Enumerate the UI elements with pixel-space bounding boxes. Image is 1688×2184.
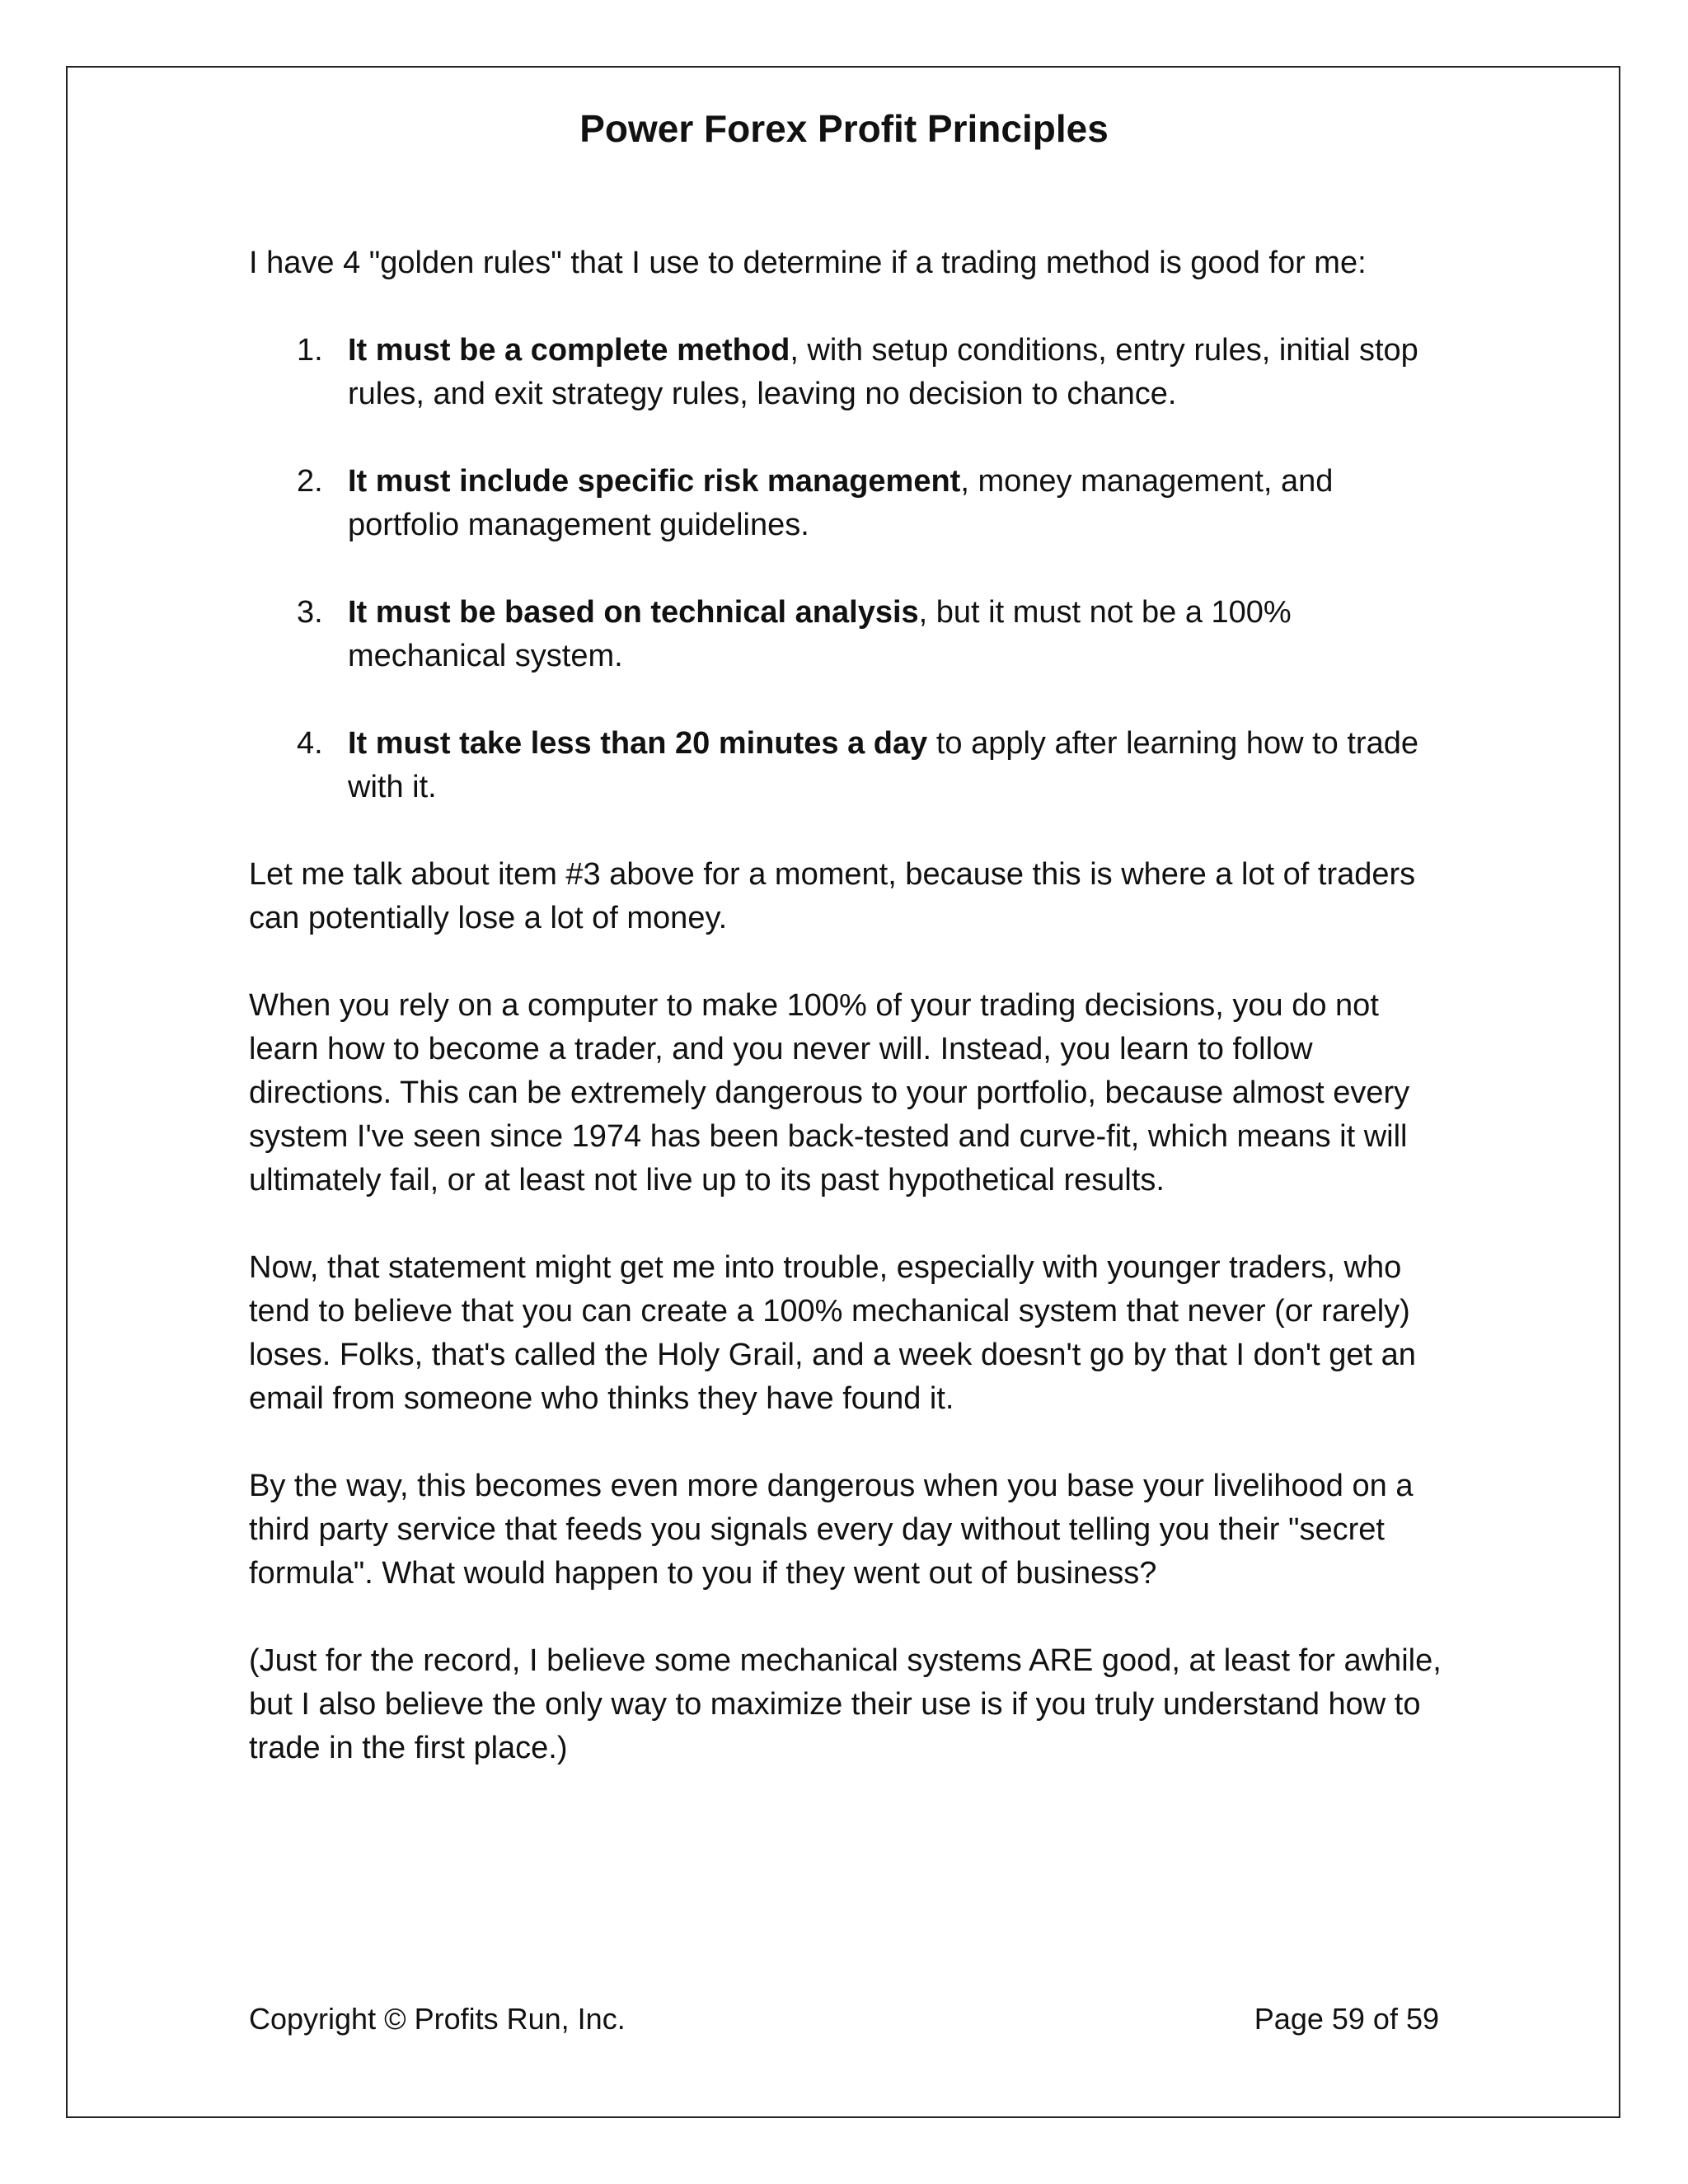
rule-text: , money management, and portfolio management guidelines.: [348, 464, 1334, 542]
rule-bold-text: It must be based on technical analysis: [348, 595, 919, 630]
page-title: Power Forex Profit Principles: [579, 107, 1109, 150]
rule-bold-text: It must include specific risk management: [348, 464, 961, 499]
list-item: [249, 591, 1452, 678]
body-paragraph: Let me talk about item #3 above for a moment, because this is where a lot of traders can potentially lose a lot of money.: [249, 857, 1416, 935]
body-paragraph: Now, that statement might get me into trouble, especially with younger traders, who tend to believe that you can create a 100% mechanical system that never (or rarely) loses. Folks, that's called the Holy Grail, and a week doesn't go by that I don't get an email from someone who thinks they have found it.: [249, 1250, 1416, 1416]
body-paragraph: (Just for the record, I believe some mechanical systems ARE good, at least for awhile, but I also believe the only way to maximize their use is if you truly understand how to trade in the first place.): [249, 1643, 1442, 1765]
list-number: 4.: [297, 726, 323, 761]
golden-rules-list: [249, 329, 1452, 809]
body-paragraph: When you rely on a computer to make 100% of your trading decisions, you do not learn how to become a trader, and you never will. Instead, you learn to follow directions. This can be extremely dangerous to your portfolio, because almost every system I've seen since 1974 has been back-tested and curve-fit, which means it will ultimately fail, or at least not live up to its past hypothetical results.: [249, 988, 1410, 1197]
rule-bold-text: It must be a complete method: [348, 333, 790, 368]
rule-bold-text: It must take less than 20 minutes a day: [348, 726, 928, 761]
list-item: [249, 460, 1452, 547]
list-item: [249, 329, 1452, 416]
footer-page-number: Page 59 of 59: [1254, 2002, 1439, 2036]
list-number: 2.: [297, 464, 323, 499]
list-number: 1.: [297, 333, 323, 368]
rule-text: , but it must not be a 100% mechanical system.: [348, 595, 1292, 673]
body-paragraph: By the way, this becomes even more dangerous when you base your livelihood on a third party service that feeds you signals every day without telling you their "secret formula". What would happen to you if they went out of business?: [249, 1469, 1414, 1591]
rule-text: , with setup conditions, entry rules, initial stop rules, and exit strategy rules, leaving no decision to chance.: [348, 333, 1418, 411]
footer-copyright: Copyright © Profits Run, Inc.: [249, 2002, 626, 2036]
rule-text: to apply after learning how to trade with it.: [348, 726, 1418, 804]
list-number: 3.: [297, 595, 323, 630]
intro-paragraph: I have 4 "golden rules" that I use to determine if a trading method is good for me:: [249, 246, 1367, 280]
list-item: [249, 722, 1452, 809]
document-body: [249, 241, 1452, 1814]
